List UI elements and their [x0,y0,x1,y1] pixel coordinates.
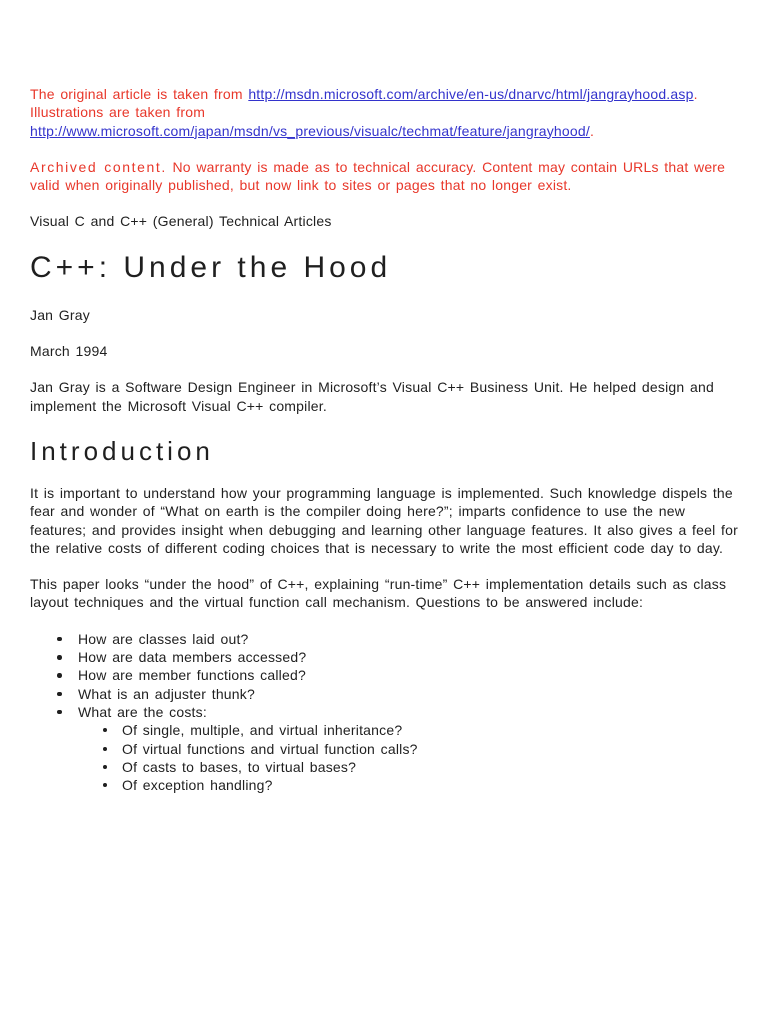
article-title: C++: Under the Hood [30,250,392,284]
author-bio: Jan Gray is a Software Design Engineer in Microsoft’s Visual C++ Business Unit. He helped design and implement the Microsoft Visual C++ compiler. [30,379,714,414]
archived-warning-label: Archived content. [30,158,167,175]
list-item [78,703,740,794]
list-item: How are member functions called? [78,666,740,684]
msdn-archive-link[interactable]: http://msdn.microsoft.com/archive/en-us/dnarvc/html/jangrayhood.asp [248,86,694,102]
list-item-label: What are the costs: [78,703,207,720]
archived-warning [30,158,740,195]
section-heading-introduction: Introduction [30,435,214,466]
sublist-item: Of exception handling? [122,776,740,794]
list-item: How are data members accessed? [78,648,740,666]
sublist-item: Of single, multiple, and virtual inheritance? [122,721,740,739]
costs-sublist [78,721,740,794]
source-notice [30,85,740,140]
source-notice-prefix: The original article is taken from [30,86,249,102]
list-item: How are classes laid out? [78,630,740,648]
source-notice-middle: . Illustrations are taken from [30,86,698,121]
list-item: What is an adjuster thunk? [78,685,740,703]
sublist-item: Of casts to bases, to virtual bases? [122,758,740,776]
questions-list [30,630,740,795]
intro-paragraph-1: It is important to understand how your programming language is implemented. Such knowledge dispels the fear and wonder of “What on earth is the compiler doing here?”; imparts confidence to use the new features; and provides insight when debugging and learning other language features. It also gives a feel for the relative costs of different coding choices that is necessary to write the most efficient code day to day. [30,484,738,556]
category-line: Visual C and C++ (General) Technical Articles [30,213,332,230]
illustrations-source-link[interactable]: http://www.microsoft.com/japan/msdn/vs_previous/visualc/techmat/feature/jangrayhood/ [30,122,590,139]
sublist-item: Of virtual functions and virtual function calls? [122,740,740,758]
author-name: Jan Gray [30,306,90,323]
source-notice-suffix: . [589,122,595,139]
archived-warning-text: No warranty is made as to technical accuracy. Content may contain URLs that were valid when originally published, but now link to sites or pages that no longer exist. [30,158,726,194]
intro-paragraph-2: This paper looks “under the hood” of C++, explaining “run-time” C++ implementation details such as class layout techniques and the virtual function call mechanism. Questions to be answered include: [30,576,727,611]
publication-date: March 1994 [30,343,108,360]
